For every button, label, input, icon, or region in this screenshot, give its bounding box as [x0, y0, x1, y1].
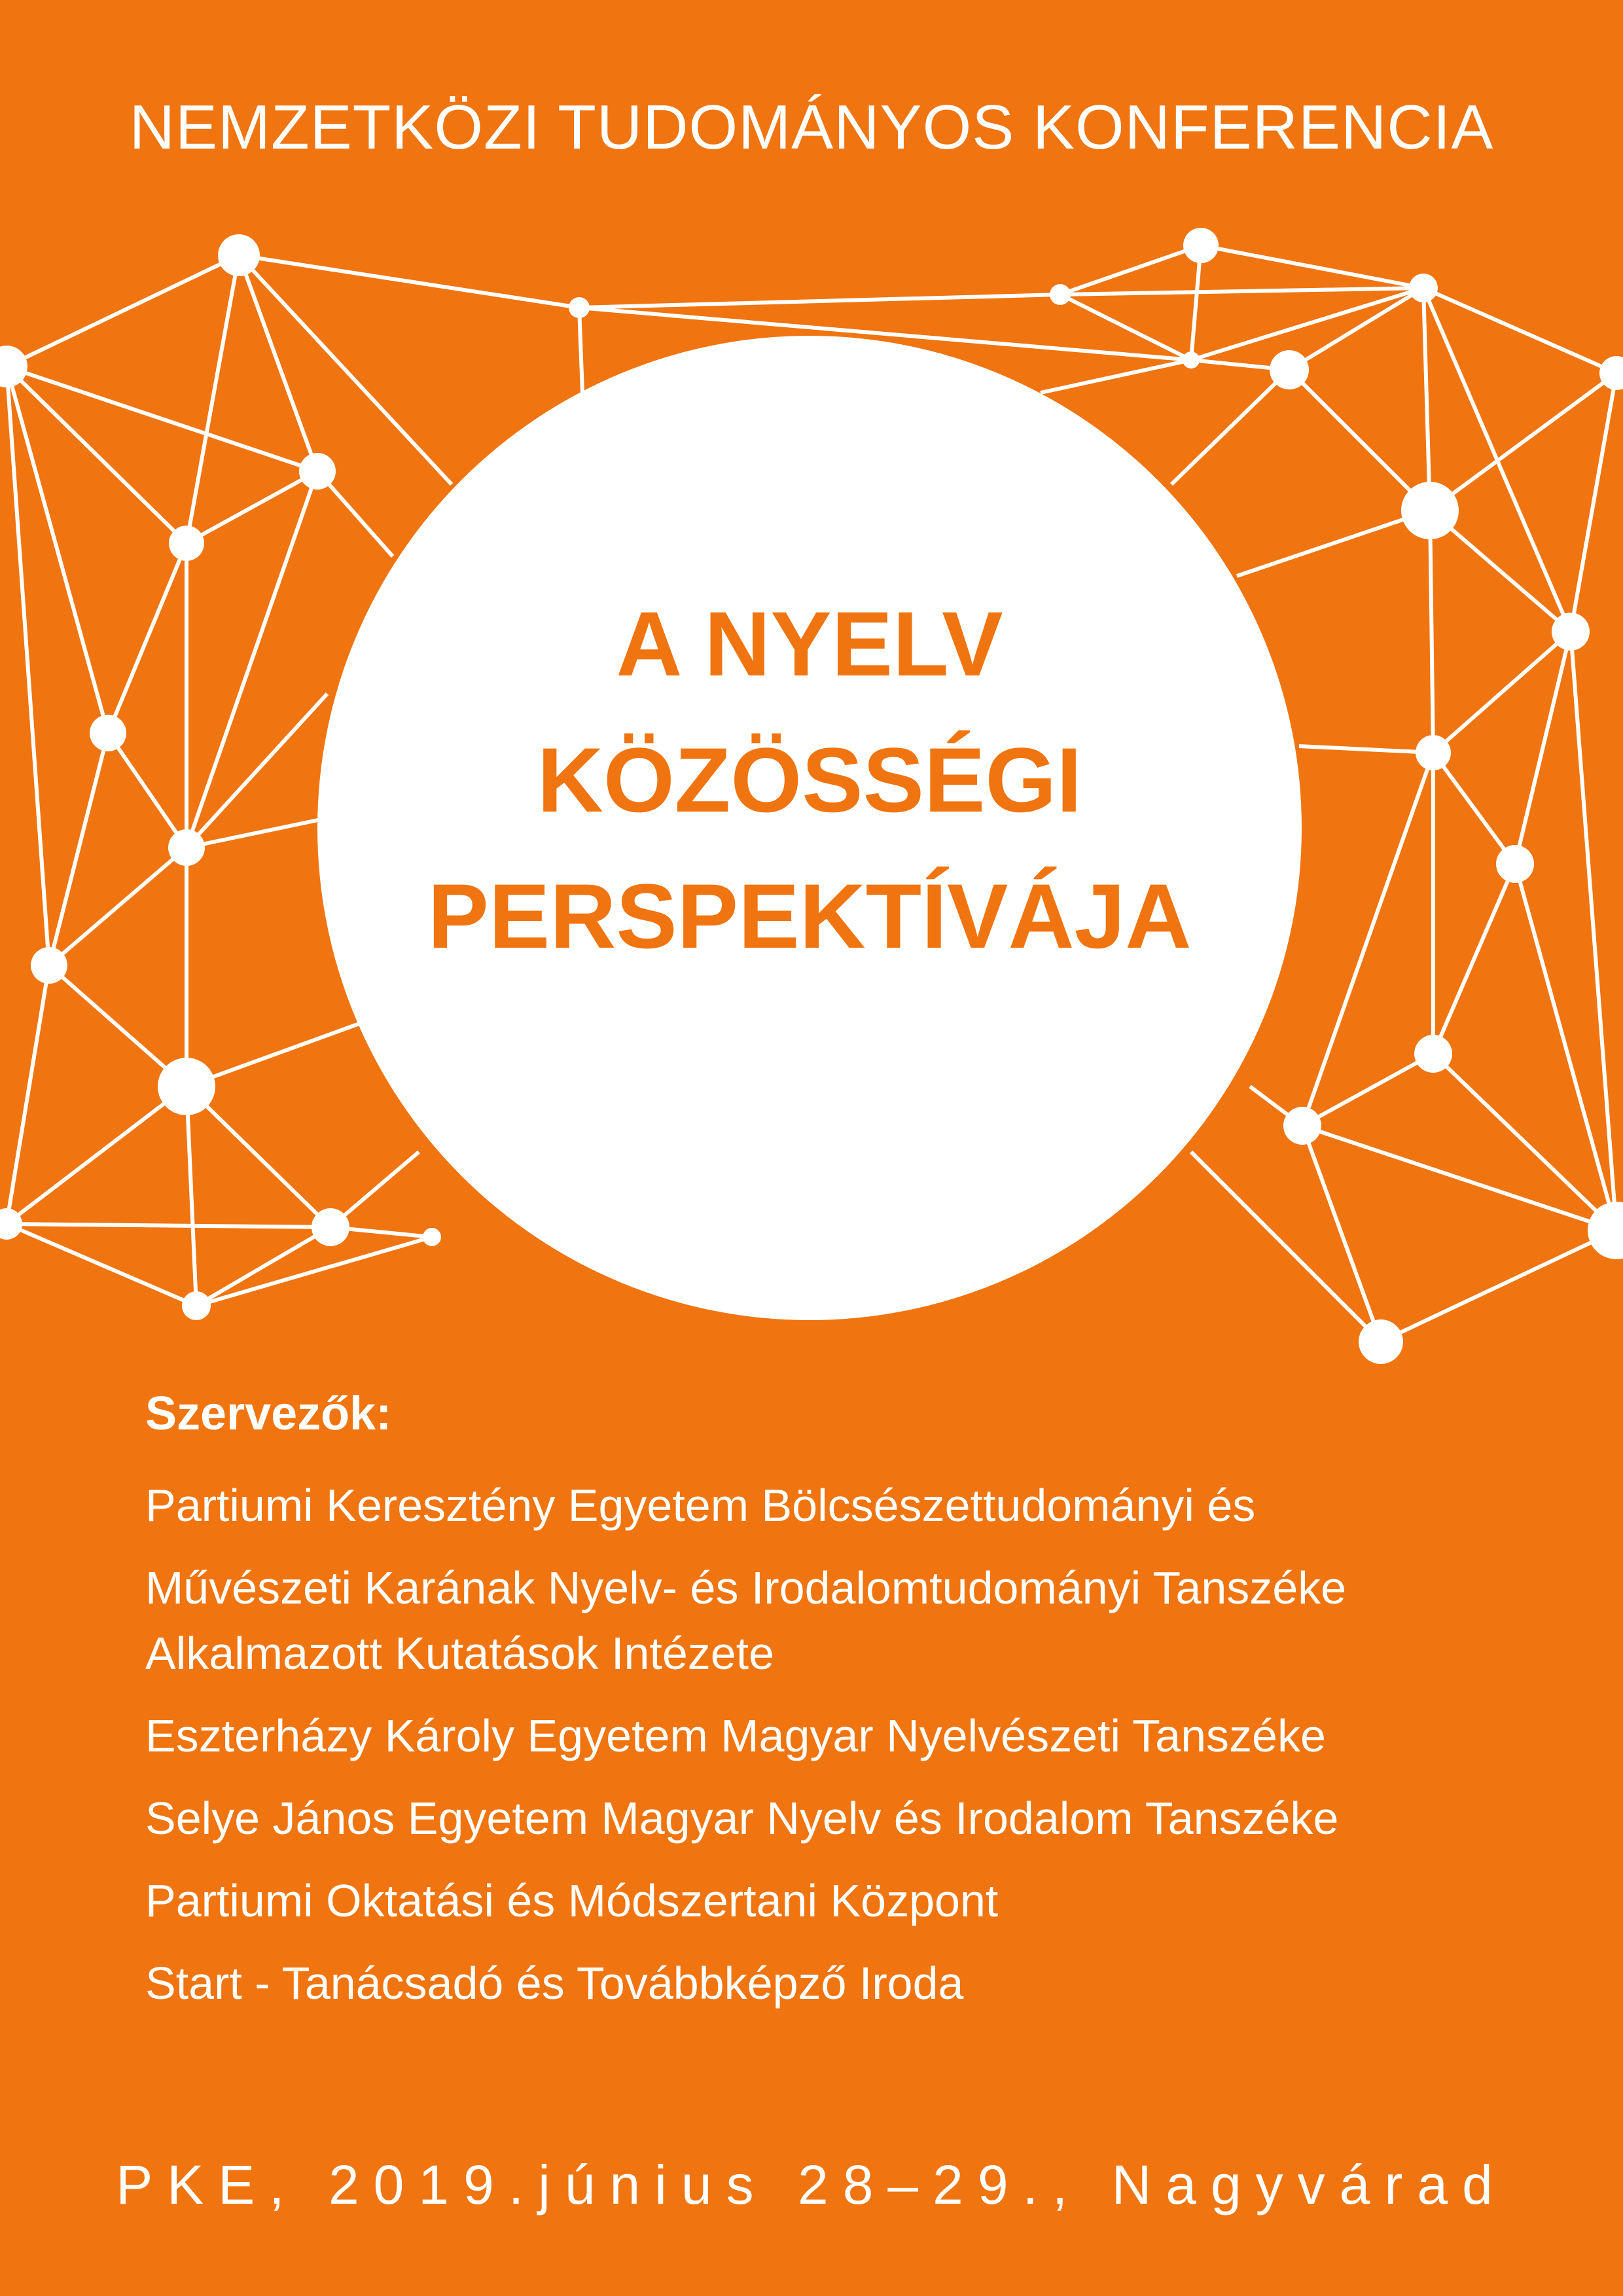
title-line-3: PERSPEKTÍVÁJA [427, 865, 1192, 967]
title-line-2: KÖZÖSSÉGI [537, 728, 1082, 831]
organizer-item: Selye János Egyetem Magyar Nyelv és Irodalom Tanszéke [145, 1793, 1339, 1844]
organizer-item: Start - Tanácsadó és Továbbképző Iroda [145, 1958, 964, 2009]
organizers-section [145, 1381, 1585, 2033]
organizer-item: Alkalmazott Kutatások Intézete [145, 1628, 775, 1679]
organizer-item: Partiumi Oktatási és Módszertani Központ [145, 1875, 999, 1926]
organizer-item: Partiumi Keresztény Egyetem Bölcsészettudományi és [145, 1480, 1256, 1531]
organizers-heading: Szervezők: [145, 1388, 392, 1440]
title-line-1: A NYELV [616, 592, 1003, 695]
organizer-item: Művészeti Karának Nyelv- és Irodalomtudományi Tanszéke [145, 1562, 1347, 1613]
conference-type-heading: NEMZETKÖZI TUDOMÁNYOS KONFERENCIA [129, 92, 1494, 162]
date-location-footer: PKE, 2019.június 28–29., Nagyvárad [116, 2154, 1507, 2215]
conference-title [317, 576, 1302, 984]
organizer-item: Eszterházy Károly Egyetem Magyar Nyelvészeti Tanszéke [145, 1710, 1326, 1761]
